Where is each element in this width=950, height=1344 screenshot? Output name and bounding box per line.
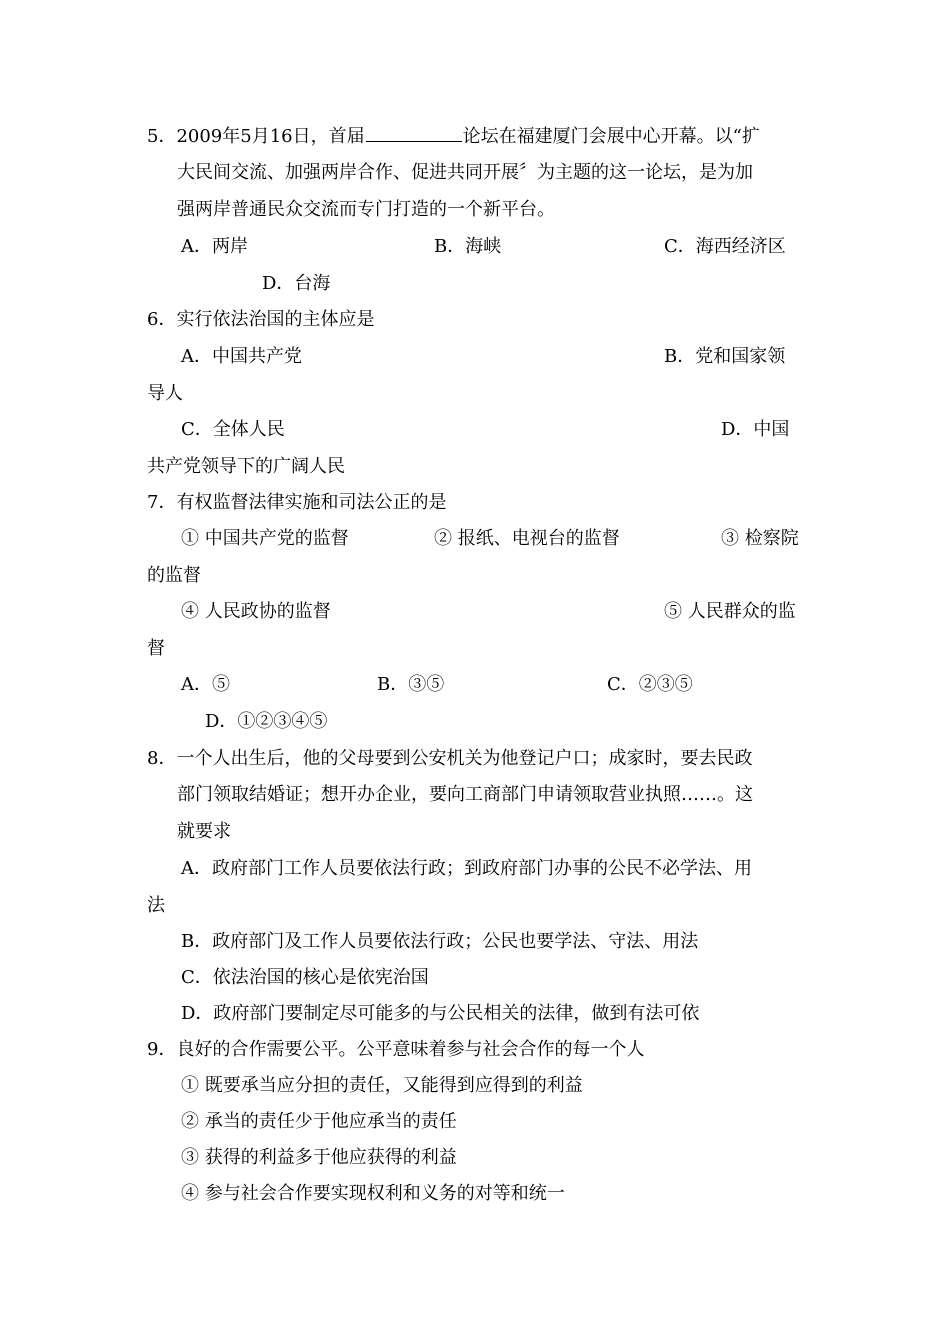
q7-item-1: ① 中国共产党的监督 [181,528,349,549]
q5-option-c: C．海西经济区 [664,236,786,257]
q5-option-d: D．台海 [262,273,331,294]
q6-stem: 6．实行依法治国的主体应是 [147,309,375,330]
q5-fill-blank [366,125,462,142]
q5-stem-line3: 强两岸普通民众交流而专门打造的一个新平台。 [177,199,555,220]
q6-option-a: A．中国共产党 [181,346,302,367]
q6-option-c: C．全体人民 [181,419,285,440]
q5-stem-line2: 大民间交流、加强两岸合作、促进共同开展〞为主题的这一论坛，是为加 [177,162,753,183]
q6-option-d-line2: 共产党领导下的广阔人民 [147,456,345,477]
q5-option-a: A．两岸 [181,236,248,257]
q5-stem-after: 论坛在福建厦门会展中心开幕。以“扩 [462,126,760,147]
q7-item-3-line2: 的监督 [147,565,201,586]
q8-option-d: D．政府部门要制定尽可能多的与公民相关的法律，做到有法可依 [181,1003,700,1024]
q5-stem-before: 5．2009年5月16日，首届 [147,126,365,147]
q6-option-b-line1: B．党和国家领 [664,346,786,367]
q7-option-c: C．②③⑤ [607,674,693,695]
q7-item-2: ② 报纸、电视台的监督 [434,528,620,549]
q5-option-b: B．海峡 [434,236,502,257]
q7-option-b: B．③⑤ [377,674,445,695]
q7-item-4: ④ 人民政协的监督 [181,601,331,622]
q8-option-c: C．依法治国的核心是依宪治国 [181,967,429,988]
q8-option-a-line1: A．政府部门工作人员要依法行政；到政府部门办事的公民不必学法、用 [181,858,752,879]
q7-item-5-line2: 督 [147,638,165,659]
q8-option-a-line2: 法 [147,895,165,916]
q7-stem: 7．有权监督法律实施和司法公正的是 [147,492,447,513]
q6-option-b-line2: 导人 [147,383,183,404]
q8-stem-line3: 就要求 [177,821,231,842]
q7-item-3-line1: ③ 检察院 [721,528,799,549]
q6-option-d-line1: D．中国 [721,419,790,440]
q5-stem-line1 [147,125,760,148]
q8-stem-line2: 部门领取结婚证；想开办企业，要向工商部门申请领取营业执照……。这 [177,784,753,805]
q7-option-a: A．⑤ [181,674,230,695]
q8-stem-line1: 8．一个人出生后，他的父母要到公安机关为他登记户口；成家时，要去民政 [147,748,753,769]
q9-item-1: ① 既要承当应分担的责任，又能得到应得到的利益 [181,1075,583,1096]
q9-item-4: ④ 参与社会合作要实现权利和义务的对等和统一 [181,1183,565,1204]
q9-item-3: ③ 获得的利益多于他应获得的利益 [181,1147,457,1168]
q9-item-2: ② 承当的责任少于他应承当的责任 [181,1111,457,1132]
q7-option-d: D．①②③④⑤ [205,711,328,732]
q7-item-5-line1: ⑤ 人民群众的监 [664,601,796,622]
q8-option-b: B．政府部门及工作人员要依法行政；公民也要学法、守法、用法 [181,931,699,952]
q9-stem: 9．良好的合作需要公平。公平意味着参与社会合作的每一个人 [147,1039,645,1060]
